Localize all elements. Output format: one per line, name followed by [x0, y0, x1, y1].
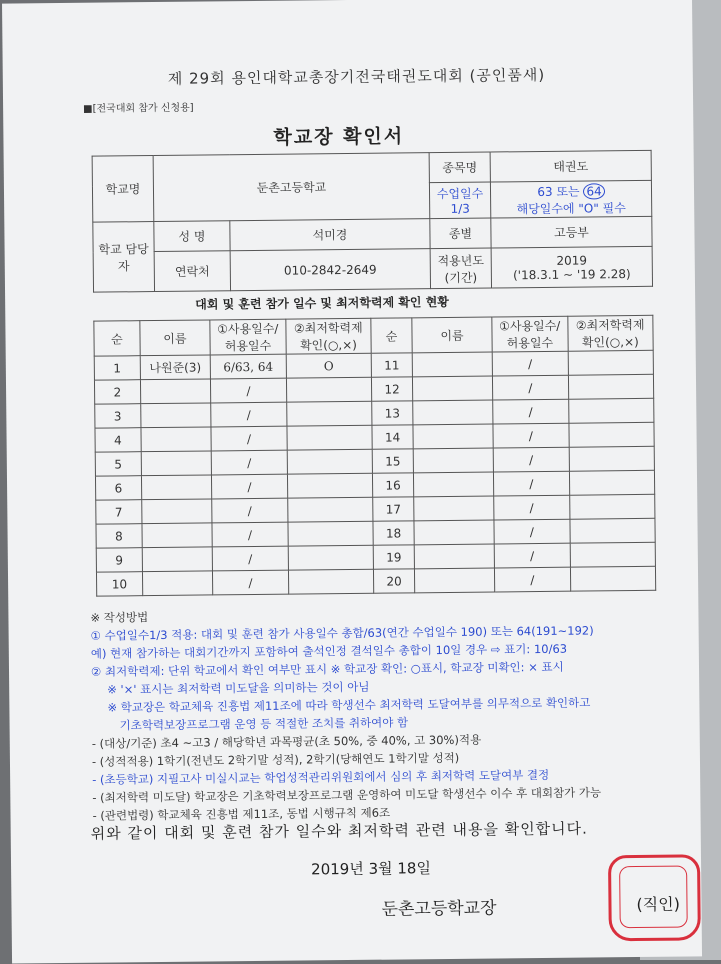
cell-left-name [141, 427, 212, 452]
cell-left-check [286, 377, 372, 402]
cell-right-no: 17 [373, 497, 414, 521]
cell-right-name [412, 376, 493, 401]
cell-right-name [413, 448, 494, 473]
note-line: ② 최저학력제: 단위 학교에서 확인 여부만 표시 ※ 학교장 확인: ○표시, 학교장 미확인: × 표시 [90, 659, 564, 679]
year-value: 2019 ('18.3.1 ~ '19 2.28) [491, 246, 652, 288]
cell-left-name [142, 547, 213, 572]
cell-right-check [569, 518, 655, 543]
cell-right-no: 18 [373, 521, 414, 545]
contact-label: 연락처 [154, 251, 230, 292]
cell-left-name [141, 499, 212, 524]
cell-right-check [570, 542, 656, 567]
cell-right-name [413, 400, 494, 425]
teacher-label: 학교 담당자 [93, 222, 155, 293]
cell-left-no: 5 [95, 452, 141, 476]
cell-right-check [569, 494, 655, 519]
col-min-academic: ②최저학력제 확인(○,×) [285, 318, 371, 354]
cell-right-name [414, 520, 495, 545]
cell-right-check [568, 422, 654, 447]
cell-right-no: 12 [372, 377, 413, 401]
cell-left-check: O [286, 353, 372, 378]
cell-left-days: / [211, 450, 287, 475]
cell-left-no: 4 [95, 428, 141, 452]
document-title: 학교장 확인서 [273, 125, 405, 149]
note-line: - (관련법령) 학교체육 진흥법 제11조, 동법 시행규칙 제6조 [92, 805, 391, 823]
contact-value: 010-2842-2649 [230, 249, 430, 291]
note-line: ① 수업일수1/3 적용: 대회 및 훈련 참가 사용일수 총합/63(연간 수업일수 190) 또는 64(191~192) [90, 623, 594, 643]
cell-left-no: 10 [96, 572, 142, 596]
note-line: - (초등학교) 지필고사 미실시교는 학업성적관리위원회에서 심의 후 최저학력 도달여부 결정 [92, 767, 550, 787]
cell-right-days: / [493, 399, 569, 424]
note-line: ※ '×' 표시는 최저학력 미도달을 의미하는 것이 아님 [107, 679, 370, 697]
col-no: 순 [94, 321, 140, 356]
cell-right-name [412, 352, 493, 377]
cell-left-check [287, 473, 373, 498]
cell-right-days: / [494, 495, 570, 520]
division-value: 고등부 [491, 216, 652, 248]
name-value: 석미경 [230, 219, 430, 251]
cell-left-days: / [211, 402, 287, 427]
col-min-academic-2: ②최저학력제 확인(○,×) [567, 315, 653, 351]
cell-left-name [141, 475, 212, 500]
cell-left-name [142, 571, 213, 596]
col-name: 이름 [140, 320, 211, 356]
cell-right-no: 19 [373, 545, 414, 569]
note-line: - (대상/기준) 초4 ~고3 / 해당학년 과목평균(초 50%, 중 40%, 고 30%)적용 [91, 732, 482, 751]
form-type-label: ■[전국대회 참가 신청용] [83, 102, 194, 115]
cell-right-check [569, 446, 655, 471]
cell-left-days: / [213, 570, 289, 595]
cell-right-name [413, 472, 494, 497]
cell-left-no: 1 [94, 356, 140, 380]
cell-left-days: 6/63, 64 [210, 354, 286, 379]
circled-number: 64 [583, 183, 604, 199]
cell-left-name [141, 451, 212, 476]
competition-title: 제 29회 용인대학교총장기전국태권도대회 (공인품새) [167, 65, 546, 88]
note-line: ※ 학교장은 학교체육 진흥법 제11조에 따라 학생선수 최저학력 도달여부를 의무적으로 확인하고 [107, 695, 591, 715]
cell-right-days: / [494, 543, 570, 568]
cell-left-no: 9 [96, 548, 142, 572]
cell-left-check [288, 545, 374, 570]
col-used-days-2: ①사용일수/ 허용일수 [492, 316, 568, 352]
note-line: 예) 현재 참가하는 대회기간까지 포함하여 출석인정 결석일수 총합이 10일 경우 ⇨ 표기: 10/63 [90, 641, 568, 661]
cell-right-check [568, 350, 654, 375]
cell-left-name [140, 379, 211, 404]
cell-left-no: 7 [96, 500, 142, 524]
cell-left-no: 3 [95, 404, 141, 428]
cell-right-days: / [493, 447, 569, 472]
section-title: 대회 및 훈련 참가 일수 및 최저학력제 확인 현황 [195, 294, 449, 312]
year-label: 적용년도 (기간) [430, 248, 491, 289]
instructions [90, 603, 672, 825]
cell-right-no: 11 [371, 353, 412, 377]
date: 2019년 3월 18일 [311, 859, 432, 879]
cell-right-check [568, 398, 654, 423]
cell-left-days: / [212, 522, 288, 547]
cell-left-name [142, 523, 213, 548]
note-line: ※ 작성방법 [90, 610, 149, 625]
cell-left-name [140, 403, 211, 428]
cell-right-check [569, 470, 655, 495]
cell-right-name [414, 496, 495, 521]
cell-right-days: / [493, 375, 569, 400]
cell-right-check [570, 566, 656, 591]
col-name-2: 이름 [412, 317, 493, 353]
event-label: 종목명 [429, 152, 490, 183]
school-name-label: 학교명 [92, 156, 154, 223]
signer: 둔촌고등학교장 [381, 898, 497, 920]
cell-right-days: / [492, 351, 568, 376]
class-days-label: 수업일수 1/3 [429, 182, 490, 219]
school-info-table [92, 150, 653, 293]
cell-right-no: 13 [372, 401, 413, 425]
col-no-2: 순 [371, 318, 412, 353]
cell-right-name [414, 568, 495, 593]
cell-left-check [287, 425, 373, 450]
school-name-value: 둔촌고등학교 [153, 153, 430, 222]
cell-left-days: / [211, 426, 287, 451]
confirmation-statement: 위와 같이 대회 및 훈련 참가 일수와 최저학력 관련 내용을 확인합니다. [90, 819, 588, 843]
cell-right-no: 14 [372, 425, 413, 449]
cell-left-days: / [212, 474, 288, 499]
note-line: 기초학력보장프로그램 운영 등 적절한 조치를 취하여야 함 [119, 715, 409, 733]
cell-right-days: / [494, 519, 570, 544]
cell-left-name: 나원준(3) [140, 355, 211, 380]
cell-left-check [287, 497, 373, 522]
event-value: 태권도 [490, 150, 651, 182]
division-label: 종별 [430, 218, 491, 249]
cell-right-days: / [495, 567, 571, 592]
cell-left-check [288, 521, 374, 546]
cell-left-check [286, 401, 372, 426]
cell-left-days: / [211, 378, 287, 403]
cell-left-no: 8 [96, 524, 142, 548]
participation-table [93, 315, 656, 597]
table-row [96, 566, 655, 596]
cell-right-no: 15 [372, 449, 413, 473]
class-days-value: 63 또는 64 해당일수에 "O" 필수 [490, 180, 651, 218]
cell-left-days: / [212, 498, 288, 523]
name-label: 성 명 [154, 221, 230, 252]
cell-left-no: 6 [95, 476, 141, 500]
cell-left-check [287, 449, 373, 474]
cell-left-days: / [212, 546, 288, 571]
cell-right-days: / [493, 423, 569, 448]
seal-mark: (직인) [636, 894, 680, 915]
cell-right-no: 20 [374, 569, 415, 593]
cell-left-no: 2 [94, 380, 140, 404]
cell-right-check [568, 374, 654, 399]
cell-right-no: 16 [373, 473, 414, 497]
cell-right-days: / [494, 471, 570, 496]
note-line: - (최저학력 미도달) 학교장은 기초학력보장프로그램 운영하여 미도달 학생선수 이수 후 대회참가 가능 [92, 785, 602, 805]
cell-right-name [414, 544, 495, 569]
document-page [2, 0, 702, 964]
col-used-days: ①사용일수/ 허용일수 [210, 319, 286, 355]
cell-right-name [413, 424, 494, 449]
cell-left-check [288, 569, 374, 594]
note-line: - (성적적용) 1학기(전년도 2학기말 성적), 2학기(당해연도 1학기말 성적) [91, 750, 460, 769]
